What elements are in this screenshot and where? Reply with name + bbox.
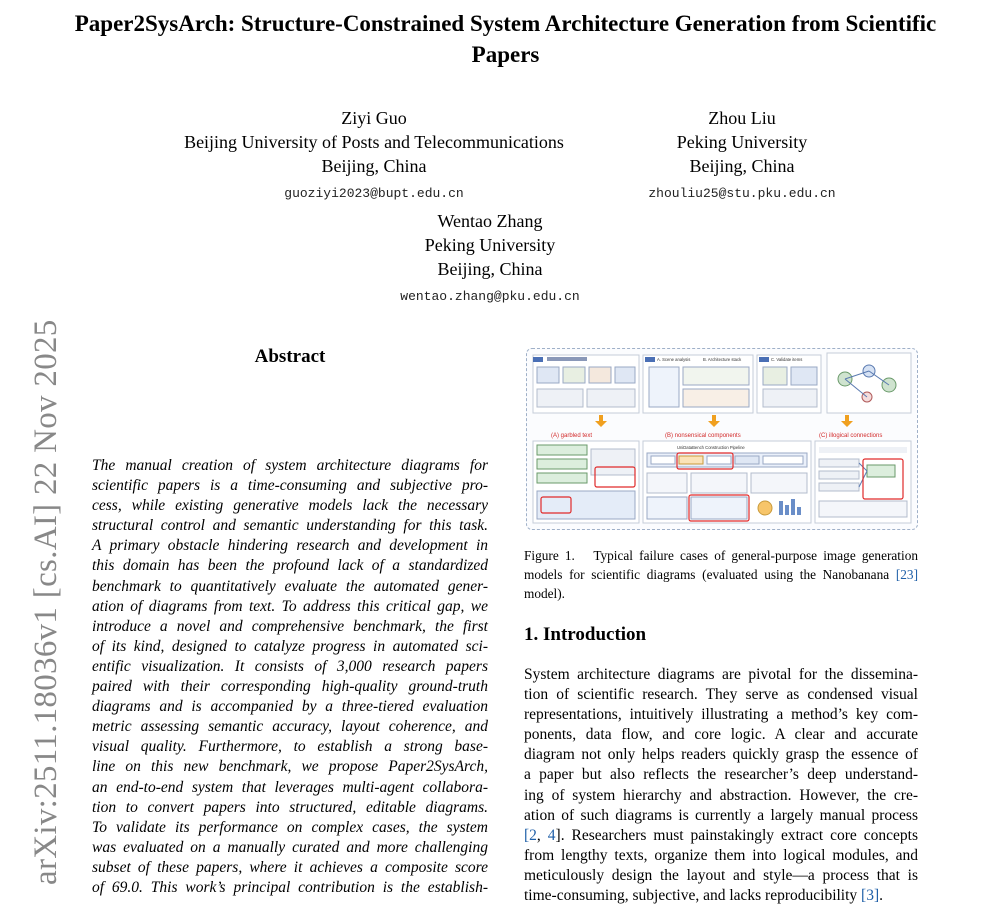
author-email[interactable]: zhouliu25@stu.pku.edu.cn (648, 186, 836, 201)
intro-text-run: ]. Researchers must painstakingly extract core concepts (555, 826, 919, 844)
intro-line (524, 705, 918, 725)
failure-label-a: (A) garbled text (551, 433, 593, 439)
panel-label-c: C. Validate items (771, 357, 803, 362)
abstract-line: visual quality. Furthermore, to establish a strong base- (92, 738, 488, 756)
caption-citation[interactable]: [23] (895, 567, 918, 582)
abstract-line: subset of these papers, where it achieves a composite score (92, 858, 488, 876)
abstract-line: To validate its performance on complex cases, the system (92, 818, 488, 836)
author-block-3 (365, 209, 615, 307)
intro-line (524, 806, 918, 826)
abstract-line: line on this new benchmark, we propose Paper2SysArch, (92, 758, 488, 776)
abstract-line: The manual creation of system architecture diagrams for (92, 457, 488, 474)
panel-label-b: B. Architecture stack (703, 357, 742, 362)
introduction-text (524, 665, 918, 906)
abstract-line: structural control and semantic understanding for this task. (92, 517, 488, 535)
intro-text-run: . (879, 887, 883, 905)
author-affiliation: Peking University (676, 132, 808, 152)
intro-text-run: System architecture diagrams are pivotal for the dissemina- (524, 666, 918, 683)
intro-text-run: tion of scientific research. They serve as condensed visual (524, 686, 918, 704)
abstract-line: entific visualization. It consists of 3,000 research papers (92, 657, 488, 675)
author-name: Wentao Zhang (437, 211, 543, 231)
author-block-2 (622, 106, 862, 204)
caption-prefix: Figure 1. (524, 548, 575, 563)
arxiv-identifier[interactable]: arXiv:2511.18036v1 [cs.AI] 22 Nov 2025 (28, 319, 64, 885)
figure-1-caption (524, 546, 918, 603)
abstract-line: this domain has been the profound lack of a standardized (92, 557, 488, 575)
intro-text-run: , (536, 826, 548, 844)
abstract-line: of 69.0. This work’s principal contribution is the establish- (92, 878, 488, 896)
intro-text-run: meticulously design the layout and style—a process that is (524, 866, 918, 884)
abstract-line: benchmark to quantitatively evaluate the automated gener- (92, 577, 488, 595)
author-affiliation: Peking University (424, 235, 556, 255)
citation-link[interactable]: [2 (524, 826, 537, 844)
abstract-line: ation of diagrams from text. To address this critical gap, we (92, 597, 488, 615)
abstract-line: paired with their corresponding high-quality ground-truth (92, 678, 488, 696)
abstract-line: of its kind, designed to catalyze progress in automated sci- (92, 637, 488, 655)
introduction-heading: 1. Introduction (524, 624, 647, 645)
intro-line (524, 665, 918, 685)
intro-line (524, 745, 918, 765)
intro-text-run: ation of such diagrams is currently a largely manual process (524, 806, 918, 824)
abstract-line: tion to convert papers into structured, editable diagrams. (92, 798, 488, 816)
abstract-line: A primary obstacle hindering research and development in (92, 537, 488, 555)
abstract-line: introduce a novel and comprehensive benchmark, the first (92, 617, 488, 635)
citation-link[interactable]: [3] (861, 887, 880, 905)
abstract-heading: Abstract (254, 346, 326, 367)
author-affiliation: Beijing University of Posts and Telecommunications (184, 132, 564, 152)
caption-text: Typical failure cases of general-purpose image generation models for scientific diagrams (evaluated using the Nanobanana (524, 548, 918, 582)
panel-label-a: A. Scene analysis (657, 357, 691, 362)
figure-diagram (527, 349, 917, 529)
intro-line (524, 846, 918, 866)
paper-title: Paper2SysArch: Structure-Constrained System Architecture Generation from Scientific Papers (74, 11, 937, 67)
author-location: Beijing, China (321, 156, 427, 176)
figure-1-image (526, 348, 918, 530)
pipeline-label: UniDataBench Construction Pipeline (677, 445, 745, 450)
intro-text-run: ponents, data flow, and core logic. A clear and accurate (524, 726, 918, 744)
intro-text-run: representations, intuitively illustrating a method’s key com- (524, 706, 918, 724)
author-location: Beijing, China (437, 259, 543, 279)
abstract-line: diagrams and is accompanied by a three-tiered evaluation (92, 698, 488, 716)
author-email[interactable]: wentao.zhang@pku.edu.cn (400, 289, 580, 304)
abstract-line: was evaluated on a manually curated and more challenging (92, 838, 488, 856)
caption-suffix: model). (524, 586, 565, 601)
intro-line (524, 765, 918, 785)
intro-text-run: ing of system hierarchy and abstraction. However, the cre- (524, 786, 918, 804)
intro-text-run: time-consuming, subjective, and lacks reproducibility (524, 887, 862, 905)
author-block-1 (160, 106, 588, 204)
abstract-line: cess, while existing generative models lack the necessary (92, 497, 488, 515)
abstract-line: an end-to-end system that leverages multi-agent collabora- (92, 778, 488, 796)
intro-text-run: from lengthy texts, organize them into logical modules, and (524, 846, 918, 864)
author-name: Ziyi Guo (341, 108, 407, 128)
intro-line (524, 866, 918, 886)
author-email[interactable]: guoziyi2023@bupt.edu.cn (284, 186, 464, 201)
citation-link[interactable]: 4 (547, 826, 556, 844)
intro-text-run: a paper but also reflects the researcher’s deep understand- (524, 766, 918, 784)
intro-line (524, 886, 918, 906)
author-name: Zhou Liu (708, 108, 776, 128)
abstract-line: scientific papers is a time-consuming and subjective pro- (92, 477, 488, 495)
abstract-line: metric assessing semantic accuracy, layout coherence, and (92, 718, 488, 736)
intro-line (524, 725, 918, 745)
intro-line (524, 786, 918, 806)
author-location: Beijing, China (689, 156, 795, 176)
intro-text-run: diagram not only helps readers quickly grasp the essence of (524, 746, 918, 764)
intro-line (524, 826, 918, 846)
failure-label-b: (B) nonsensical components (665, 433, 741, 439)
abstract-text (92, 456, 488, 898)
intro-line (524, 685, 918, 705)
failure-label-c: (C) illogical connections (819, 433, 883, 439)
